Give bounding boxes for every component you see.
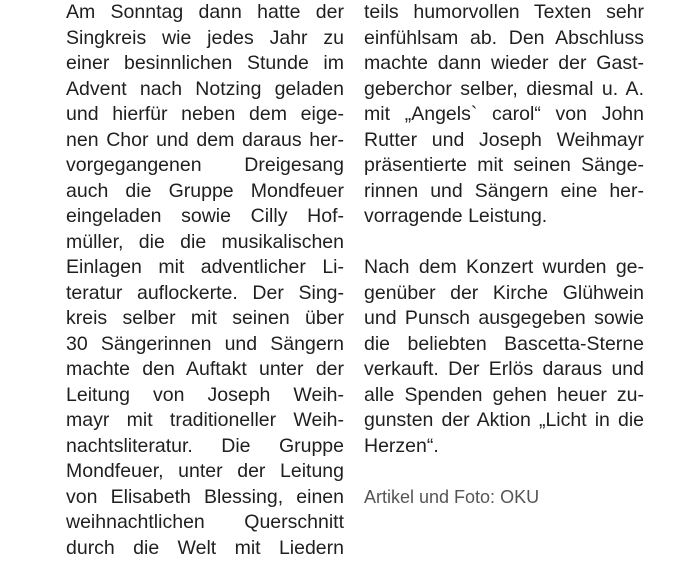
text-line: Leitung von Joseph Weih- [66,383,344,406]
text-line: nen Chor und dem daraus her- [66,128,344,151]
text-line: vorgegangenen Dreigesang [66,154,344,176]
text-line: durch die Welt mit Liedern [66,536,344,559]
text-line: die beliebten Bascetta-Sterne [364,332,644,355]
text-line: 30 Sängerinnen und Sängern [66,332,344,355]
text-line: mit „Angels` carol“ von John [364,103,644,125]
text-line: einer besinnlichen Stunde im [66,52,344,74]
text-line: Einlagen mit adventlicher Li- [66,256,344,278]
text-line: gunsten der Aktion „Licht in die [364,409,644,431]
text-line: Rutter und Joseph Weihmayr [364,128,644,151]
text-line: Herzen“. [364,434,439,457]
text-line: auch die Gruppe Mondfeuer [66,179,344,202]
paragraph [364,0,644,230]
text-line: Advent nach Notzing geladen [66,77,344,100]
text-line: Mondfeuer, unter der Leitung [66,460,344,482]
text-line: genüber der Kirche Glühwein [364,281,644,304]
text-line: von Elisabeth Blessing, einen [66,485,344,508]
text-line: Am Sonntag dann hatte der [66,1,344,23]
text-line: geberchor selber, diesmal u. A. [364,77,644,100]
text-line: Singkreis wie jedes Jahr zu [66,26,344,49]
text-line: kreis selber mit seinen über [66,307,344,329]
paragraph-spacer [364,459,644,485]
text-line: mayr mit traditioneller Weih- [66,409,344,431]
text-line: vorragende Leistung. [364,205,548,227]
text-line: müller, die die musikalischen [66,230,344,253]
text-line: verkauft. Der Erlös daraus und [364,358,644,380]
text-line: alle Spenden gehen heuer zu- [364,383,644,406]
text-line: nachtsliteratur. Die Gruppe [66,434,344,457]
text-line: eingeladen sowie Cilly Hof- [66,205,344,227]
text-line: teratur auflockerte. Der Sing- [66,281,344,304]
text-line: und hierfür neben dem eige- [66,103,344,125]
article-credit: Artikel und Foto: OKU [364,486,540,507]
text-line: Nach dem Konzert wurden ge- [364,256,644,278]
article-column-right [364,0,644,510]
text-line: einfühlsam ab. Den Abschluss [364,26,644,49]
text-line: weihnachtlichen Querschnitt [66,511,344,533]
text-line: präsentierte mit seinen Sänge- [364,154,644,176]
text-line: machte dann wieder der Gast- [364,52,644,74]
paragraph [364,255,644,459]
text-line: machte den Auftakt unter der [66,358,344,380]
text-line: und Punsch ausgegeben sowie [364,307,644,329]
text-line: rinnen und Sängern eine her- [364,179,644,202]
text-line: teils humorvollen Texten sehr [364,1,644,23]
article-column-left [66,0,344,561]
paragraph-spacer [364,230,644,256]
